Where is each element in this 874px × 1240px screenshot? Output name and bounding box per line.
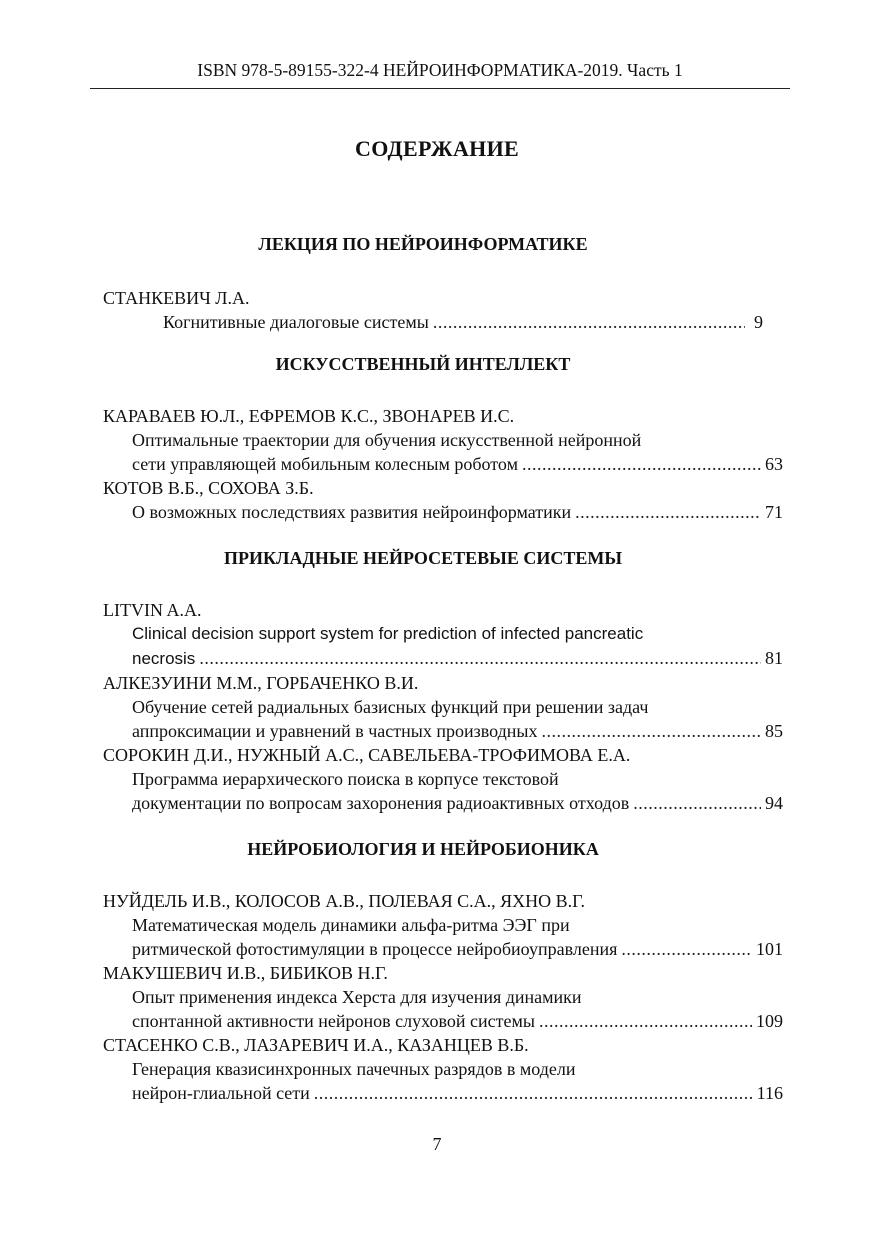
entry-title-text: нейрон-глиальной сети (132, 1083, 310, 1103)
entry-authors: МАКУШЕВИЧ И.В., БИБИКОВ Н.Г. (103, 963, 388, 983)
entry-page: 85 (765, 721, 783, 741)
entry-authors: АЛКЕЗУИНИ М.М., ГОРБАЧЕНКО В.И. (103, 673, 419, 693)
entry-page: 101 (756, 939, 783, 959)
entry-title[interactable] (103, 452, 783, 476)
entry-page: 9 (754, 312, 763, 332)
entry-authors: LITVIN A.A. (103, 600, 202, 620)
toc-content (103, 232, 783, 1105)
entry-authors: СТАСЕНКО С.В., ЛАЗАРЕВИЧ И.А., КАЗАНЦЕВ В.Б. (103, 1035, 529, 1055)
entry-title[interactable] (103, 500, 783, 524)
toc-section-neurobiology (103, 837, 783, 1105)
entry-authors: НУЙДЕЛЬ И.В., КОЛОСОВ А.В., ПОЛЕВАЯ С.А., ЯХНО В.Г. (103, 891, 586, 911)
entry-title-text: ритмической фотостимуляции в процессе нейробиоуправления (132, 939, 618, 959)
entry-title-line: Clinical decision support system for prediction of infected pancreatic (132, 624, 644, 643)
toc-section-ai (103, 352, 783, 524)
running-header: ISBN 978-5-89155-322-4 НЕЙРОИНФОРМАТИКА-2019. Часть 1 (197, 60, 683, 80)
entry-title-line: Оптимальные траектории для обучения искусственной нейронной (132, 430, 642, 450)
entry-page: 116 (756, 1083, 783, 1103)
dot-leader (541, 719, 761, 743)
entry-title[interactable] (103, 1081, 783, 1105)
dot-leader (633, 791, 761, 815)
dot-leader (539, 1009, 752, 1033)
dot-leader (621, 937, 752, 961)
entry-title[interactable] (103, 310, 763, 334)
entry-title-text: О возможных последствиях развития нейроинформатики (132, 502, 572, 522)
entry-title-text: аппроксимации и уравнений в частных производных (132, 721, 538, 741)
entry-page: 81 (765, 648, 783, 668)
dot-leader (199, 646, 761, 670)
toc-section-lecture (103, 232, 783, 334)
dot-leader (433, 310, 745, 334)
entry-authors: СТАНКЕВИЧ Л.А. (103, 288, 250, 308)
entry-title-line: Обучение сетей радиальных базисных функций при решении задач (132, 697, 649, 717)
entry-page: 63 (765, 454, 783, 474)
entry-title[interactable] (103, 791, 783, 815)
entry-title[interactable] (103, 1009, 783, 1033)
entry-title-text: Когнитивные диалоговые системы (163, 312, 429, 332)
dot-leader (522, 452, 761, 476)
entry-title-line: Опыт применения индекса Херста для изучения динамики (132, 987, 582, 1007)
entry-title-text: necrosis (132, 649, 196, 668)
entry-title[interactable] (103, 646, 783, 671)
entry-title-line: Математическая модель динамики альфа-ритма ЭЭГ при (132, 915, 570, 935)
entry-page: 109 (756, 1011, 783, 1031)
entry-title-line: Программа иерархического поиска в корпусе текстовой (132, 769, 559, 789)
section-heading: ИСКУССТВЕННЫЙ ИНТЕЛЛЕКТ (275, 354, 571, 374)
entry-title[interactable] (103, 937, 783, 961)
page-number: 7 (432, 1134, 442, 1154)
entry-page: 71 (765, 502, 783, 522)
dot-leader (314, 1081, 753, 1105)
entry-title-line: Генерация квазисинхронных пачечных разрядов в модели (132, 1059, 576, 1079)
section-heading: ПРИКЛАДНЫЕ НЕЙРОСЕТЕВЫЕ СИСТЕМЫ (223, 548, 623, 568)
entry-authors: КОТОВ В.Б., СОХОВА З.Б. (103, 478, 314, 498)
entry-title-text: документации по вопросам захоронения радиоактивных отходов (132, 793, 630, 813)
entry-title[interactable] (103, 719, 783, 743)
header-rule (90, 88, 790, 89)
entry-title-text: сети управляющей мобильным колесным роботом (132, 454, 518, 474)
toc-section-applied (103, 546, 783, 815)
entry-title-text: спонтанной активности нейронов слуховой системы (132, 1011, 535, 1031)
entry-authors: КАРАВАЕВ Ю.Л., ЕФРЕМОВ К.С., ЗВОНАРЕВ И.С. (103, 406, 515, 426)
dot-leader (575, 500, 761, 524)
page-title: СОДЕРЖАНИЕ (355, 136, 519, 161)
section-heading: НЕЙРОБИОЛОГИЯ И НЕЙРОБИОНИКА (247, 839, 599, 859)
entry-page: 94 (765, 793, 783, 813)
section-heading: ЛЕКЦИЯ ПО НЕЙРОИНФОРМАТИКЕ (258, 234, 588, 254)
entry-authors: СОРОКИН Д.И., НУЖНЫЙ А.С., САВЕЛЬЕВА-ТРОФИМОВА Е.А. (103, 745, 631, 765)
